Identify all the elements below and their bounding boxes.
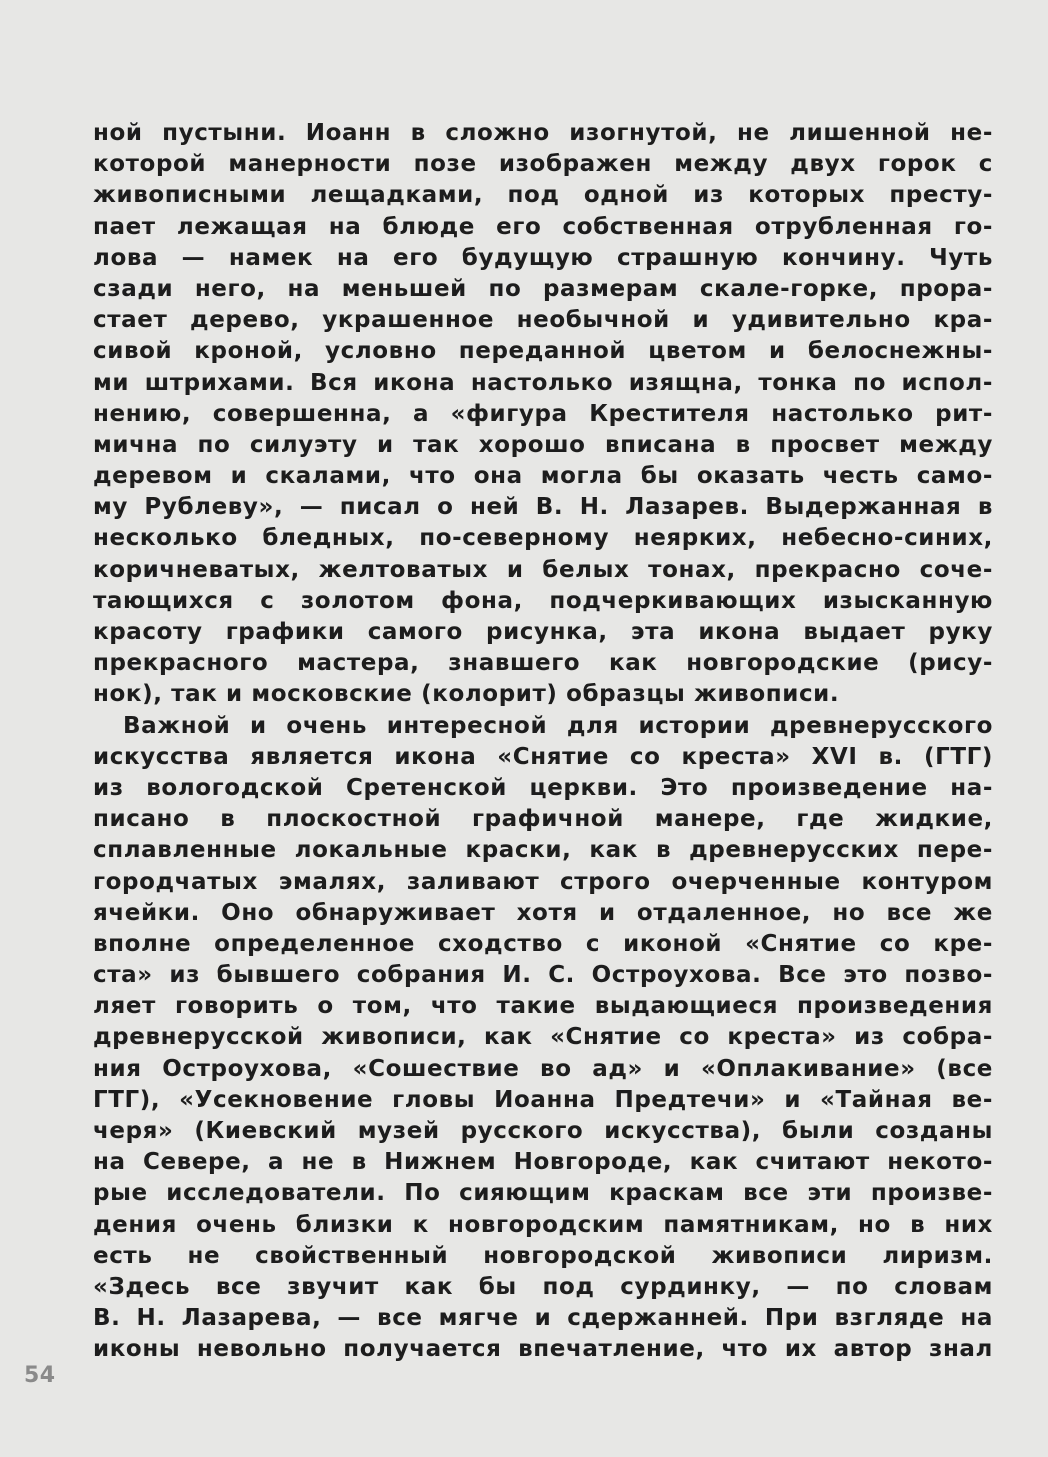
- text-line: сплавленные локальные краски, как в древнерусских пере-: [93, 837, 993, 864]
- text-line: из вологодской Сретенской церкви. Это произведение на-: [93, 774, 993, 801]
- text-line: сзади него, на меньшей по размерам скале-горке, прора-: [93, 275, 993, 302]
- text-line: стает дерево, украшенное необычной и удивительно кра-: [93, 307, 993, 334]
- text-line: на Севере, а не в Нижнем Новгороде, как считают некото-: [93, 1149, 993, 1176]
- text-line: древнерусской живописи, как «Снятие со креста» из собра-: [93, 1024, 993, 1051]
- text-line: рые исследователи. По сияющим краскам все эти произве-: [93, 1180, 993, 1207]
- text-line: сивой кроной, условно переданной цветом и белоснежны-: [93, 338, 993, 365]
- page-number: 54: [24, 1363, 56, 1388]
- text-line: несколько бледных, по-северному неярких, небесно-синих,: [93, 525, 993, 552]
- text-line: которой манерности позе изображен между двух горок с: [93, 151, 993, 178]
- text-line: коричневатых, желтоватых и белых тонах, прекрасно соче-: [93, 556, 993, 583]
- text-line: ячейки. Оно обнаруживает хотя и отдаленное, но все же: [93, 899, 993, 926]
- body-text: [93, 118, 993, 1366]
- text-line: иконы невольно получается впечатление, что их автор знал: [93, 1336, 993, 1363]
- text-line: пает лежащая на блюде его собственная отрубленная го-: [93, 213, 993, 240]
- text-line: «Здесь все звучит как бы под сурдинку, — по словам: [93, 1273, 993, 1300]
- text-line: ГТГ), «Усекновение гловы Иоанна Предтечи» и «Тайная ве-: [93, 1086, 993, 1113]
- text-line: нок), так и московские (колорит) образцы живописи.: [93, 681, 840, 708]
- text-line: ляет говорить о том, что такие выдающиеся произведения: [93, 993, 993, 1020]
- text-line: лова — намек на его будущую страшную кончину. Чуть: [93, 244, 993, 271]
- text-line: прекрасного мастера, знавшего как новгородские (рису-: [93, 650, 993, 677]
- text-line: тающихся с золотом фона, подчеркивающих изысканную: [93, 587, 993, 614]
- text-line: В. Н. Лазарева, — все мягче и сдержанней. При взгляде на: [93, 1305, 993, 1332]
- text-line: дения очень близки к новгородским памятникам, но в них: [93, 1211, 993, 1238]
- text-line: ми штрихами. Вся икона настолько изящна, тонка по испол-: [93, 369, 993, 396]
- text-line: ния Остроухова, «Сошествие во ад» и «Оплакивание» (все: [93, 1055, 993, 1082]
- text-line: мична по силуэту и так хорошо вписана в просвет между: [93, 431, 993, 458]
- text-line: деревом и скалами, что она могла бы оказать честь само-: [93, 463, 993, 490]
- text-line: искусства является икона «Снятие со креста» XVI в. (ГТГ): [93, 743, 993, 770]
- text-line: черя» (Киевский музей русского искусства), были созданы: [93, 1118, 993, 1144]
- text-line: ной пустыни. Иоанн в сложно изогнутой, не лишенной не-: [93, 120, 993, 146]
- text-line: вполне определенное сходство с иконой «Снятие со кре-: [93, 930, 993, 957]
- text-line: му Рублеву», — писал о ней В. Н. Лазарев. Выдержанная в: [93, 494, 993, 521]
- text-line: Важной и очень интересной для истории древнерусского: [123, 712, 993, 739]
- text-line: живописными лещадками, под одной из которых престу-: [93, 182, 993, 209]
- text-line: ста» из бывшего собрания И. С. Остроухова. Все это позво-: [93, 962, 993, 989]
- text-line: красоту графики самого рисунка, эта икона выдает руку: [93, 619, 993, 645]
- text-line: есть не свойственный новгородской живописи лиризм.: [93, 1242, 993, 1269]
- text-line: писано в плоскостной графичной манере, где жидкие,: [93, 806, 993, 833]
- text-line: городчатых эмалях, заливают строго очерченные контуром: [93, 868, 993, 895]
- text-line: нению, совершенна, а «фигура Крестителя настолько рит-: [93, 400, 993, 427]
